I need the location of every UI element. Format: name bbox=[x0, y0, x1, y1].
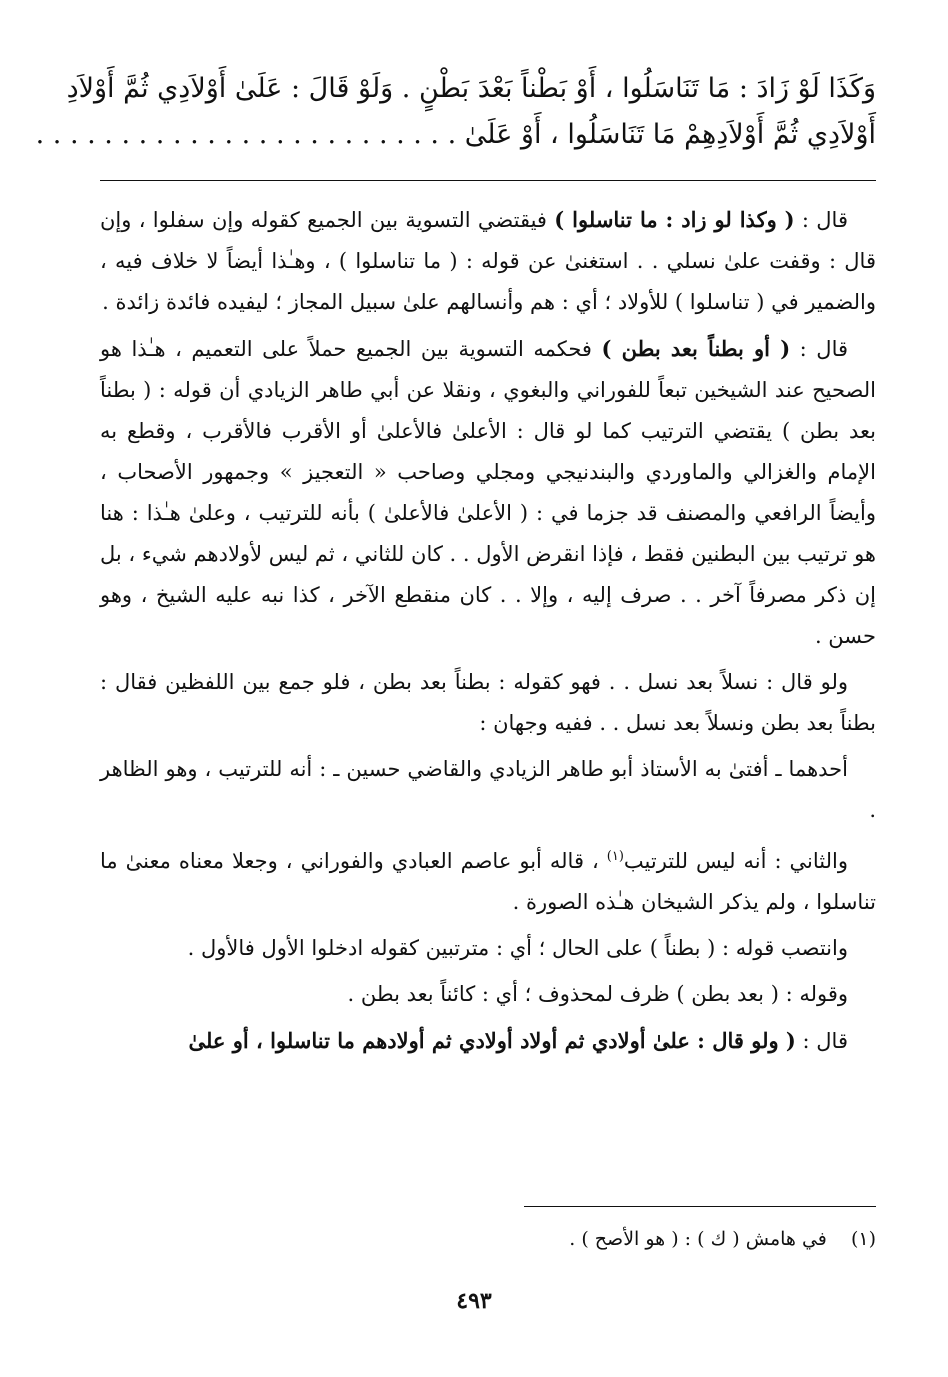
footnote-reference: (١) bbox=[606, 849, 624, 864]
paragraph-1-text: فيقتضي التسوية بين الجميع كقوله وإن سفلوا ، وإن قال : وقفت علىٰ نسلي . . استغنىٰ عن قوله : ( ما تناسلوا ) ، وهـٰذا أيضاً لا خلاف فيه ، والضمير في ( تناسلوا ) للأولاد ؛ أي : هم وأنسالهم علىٰ سبيل المجاز ؛ ليفيده فائدة زائدة . bbox=[100, 208, 876, 314]
paragraph-8 bbox=[100, 1020, 876, 1062]
matn-line-2: أَوْلاَدِي ثُمَّ أَوْلاَدِهِمْ مَا تَنَاسَلُوا ، أَوْ عَلَىٰ . . . . . . . . . . . . . . . . . . . . . . . . . bbox=[35, 119, 876, 150]
page-body bbox=[35, 66, 876, 1067]
footnote-separator-rule bbox=[524, 1206, 876, 1207]
footnote-number: (١) bbox=[850, 1228, 876, 1250]
paragraph-4: أحدهما ـ أفتىٰ به الأستاذ أبو طاهر الزيادي والقاضي حسين ـ : أنه للترتيب ، وهو الظاهر . bbox=[100, 757, 876, 822]
footnote bbox=[100, 1222, 876, 1256]
matn-line-1: وَكَذَا لَوْ زَادَ : مَا تَنَاسَلُوا ، أَوْ بَطْناً بَعْدَ بَطْنٍ . وَلَوْ قَالَ : عَلَىٰ أَوْلاَدِي ثُمَّ أَوْلاَدِ bbox=[66, 73, 876, 104]
paragraph-8-prefix: قال : bbox=[795, 1029, 848, 1053]
paragraph-5-text-b: ، قاله أبو عاصم العبادي والفوراني ، وجعلا معناه معنىٰ ما تناسلوا ، ولم يذكر الشيخان هـٰذه الصورة . bbox=[100, 849, 876, 914]
paragraph-1 bbox=[100, 199, 876, 323]
sharh-commentary bbox=[100, 199, 876, 1062]
page-number: ٤٩٣ bbox=[456, 1288, 492, 1314]
matn-separator-rule bbox=[100, 180, 876, 181]
paragraph-2-prefix: قال : bbox=[790, 337, 849, 361]
paragraph-1-prefix: قال : bbox=[794, 208, 848, 232]
paragraph-2 bbox=[100, 328, 876, 657]
paragraph-1-quote: ( وكذا لو زاد : ما تناسلوا ) bbox=[554, 207, 795, 232]
paragraph-5-text-a: والثاني : أنه ليس للترتيب bbox=[623, 849, 848, 873]
footnote-text: في هامش ( ك ) : ( هو الأصح ) . bbox=[569, 1228, 827, 1250]
paragraph-3: ولو قال : نسلاً بعد نسل . . فهو كقوله : بطناً بعد بطن ، فلو جمع بين اللفظين فقال : بطناً بعد بطن ونسلاً بعد نسل . . ففيه وجهان : bbox=[100, 670, 876, 735]
paragraph-7: وقوله : ( بعد بطن ) ظرف لمحذوف ؛ أي : كائناً بعد بطن . bbox=[347, 982, 848, 1006]
matn-text bbox=[35, 66, 876, 158]
paragraph-2-text: فحكمه التسوية بين الجميع حملاً على التعميم ، هـٰذا هو الصحيح عند الشيخين تبعاً للفوراني والبغوي ، ونقلا عن أبي طاهر الزيادي أن قوله : ( بطناً بعد بطن ) يقتضي الترتيب كما لو قال : الأعلىٰ فالأعلىٰ أو الأقرب فالأقرب ، وقطع به الإمام والغزالي والماوردي والبندنيجي ومجلي وصاحب « التعجيز » وجمهور الأصحاب ، وأيضاً الرافعي والمصنف قد جزما في : ( الأعلىٰ فالأعلىٰ ) بأنه للترتيب ، وعلىٰ هـٰذا : هنا هو ترتيب بين البطنين فقط ، فإذا انقرض الأول . . كان للثاني ، ثم ليس لأولادهم شيء ، بل إن ذكر مصرفاً آخر . . صرف إليه ، وإلا . . كان منقطع الآخر ، كذا نبه عليه الشيخ ، وهو حسن . bbox=[100, 337, 876, 648]
paragraph-2-quote: ( أو بطناً بعد بطن ) bbox=[601, 336, 791, 361]
paragraph-5 bbox=[100, 836, 876, 923]
paragraph-8-quote: ( ولو قال : علىٰ أولادي ثم أولاد أولادي ثم أولادهم ما تناسلوا ، أو علىٰ bbox=[188, 1028, 796, 1053]
paragraph-6: وانتصب قوله : ( بطناً ) على الحال ؛ أي : مترتبين كقوله ادخلوا الأول فالأول . bbox=[187, 936, 848, 960]
